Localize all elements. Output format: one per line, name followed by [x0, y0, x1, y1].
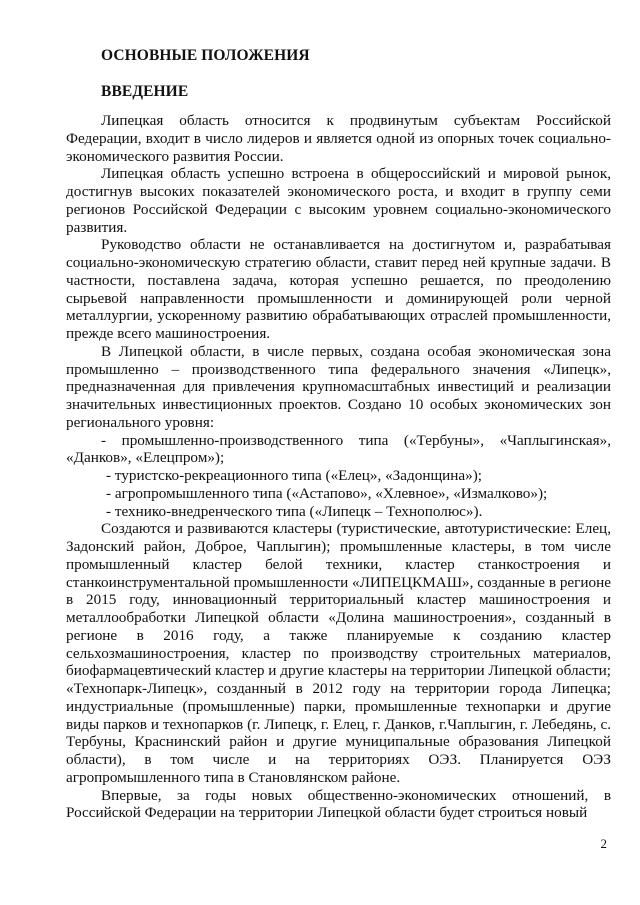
body-text [66, 112, 611, 822]
section-title: ОСНОВНЫЕ ПОЛОЖЕНИЯ [101, 47, 310, 64]
list-item: - туристско-рекреационного типа («Елец», «Задонщина»); [106, 467, 483, 484]
page-number: 2 [600, 836, 607, 851]
paragraph: Руководство области не останавливается на достигнутом и, разрабатывая социально-экономическую стратегию области, ставит перед ней крупные задачи. В частности, поставлена задача, которая успешно решается, по преодолению сырьевой направленности промышленности и доминирующей роли черной металлургии, ускоренному развитию обрабатывающих отраслей промышленности, прежде всего машиностроения. [66, 236, 611, 342]
paragraph: В Липецкой области, в числе первых, создана особая экономическая зона промышленно – производственного типа федерального значения «Липецк», предназначенная для привлечения крупномасштабных инвестиций и реализации значительных инвестиционных проектов. Создано 10 особых экономических зон регионального уровня: [66, 342, 611, 431]
paragraph: Липецкая область относится к продвинутым субъектам Российской Федерации, входит в число лидеров и является одной из опорных точек социально-экономического развития России. [66, 112, 611, 165]
list-item: - технико-внедренческого типа («Липецк – Технополюс»). [106, 502, 483, 520]
paragraph: Впервые, за годы новых общественно-экономических отношений, в Российской Федерации на территории Липецкой области будет строиться новый [66, 786, 611, 822]
list-item: - промышленно-производственного типа («Тербуны», «Чаплыгинская», «Данков», «Елецпром»); [66, 431, 611, 467]
paragraph: Создаются и развиваются кластеры (туристические, автотуристические: Елец, Задонский район, Доброе, Чаплыгин); промышленные кластеры, в том числе промышленный кластер белой техники, кластер станкостроения и станкоинструментальной промышленности «ЛИПЕЦКМАШ», созданные в регионе в 2015 году, инновационный территориальный кластер машиностроения и металлообработки Липецкой области «Долина машиностроения», созданный в регионе в 2016 году, а также планируемые к созданию кластер сельхозмашиностроения, кластер по производству строительных материалов, биофармацевтический кластер и другие кластеры на территории Липецкой области; «Технопарк-Липецк», созданный в 2012 году на территории города Липецка; индустриальные (промышленные) парки, промышленные технопарки и другие виды парков и технопарков (г. Липецк, г. Елец, г. Данков, г.Чаплыгин, г. Лебедянь, с. Тербуны, Краснинский район и другие муниципальные образования Липецкой области), в том числе и на территориях ОЭЗ. Планируется ОЭЗ агропромышленного типа в Становлянском районе. [66, 520, 611, 786]
paragraph: Липецкая область успешно встроена в общероссийский и мировой рынок, достигнув высоких показателей экономического роста, и входит в группу семи регионов Российской Федерации с высоким уровнем социально-экономического развития. [66, 165, 611, 236]
zone-type-list [66, 432, 611, 521]
list-item: - агропромышленного типа («Астапово», «Хлевное», «Измалково»); [106, 484, 548, 502]
subsection-title: ВВЕДЕНИЕ [101, 83, 189, 100]
